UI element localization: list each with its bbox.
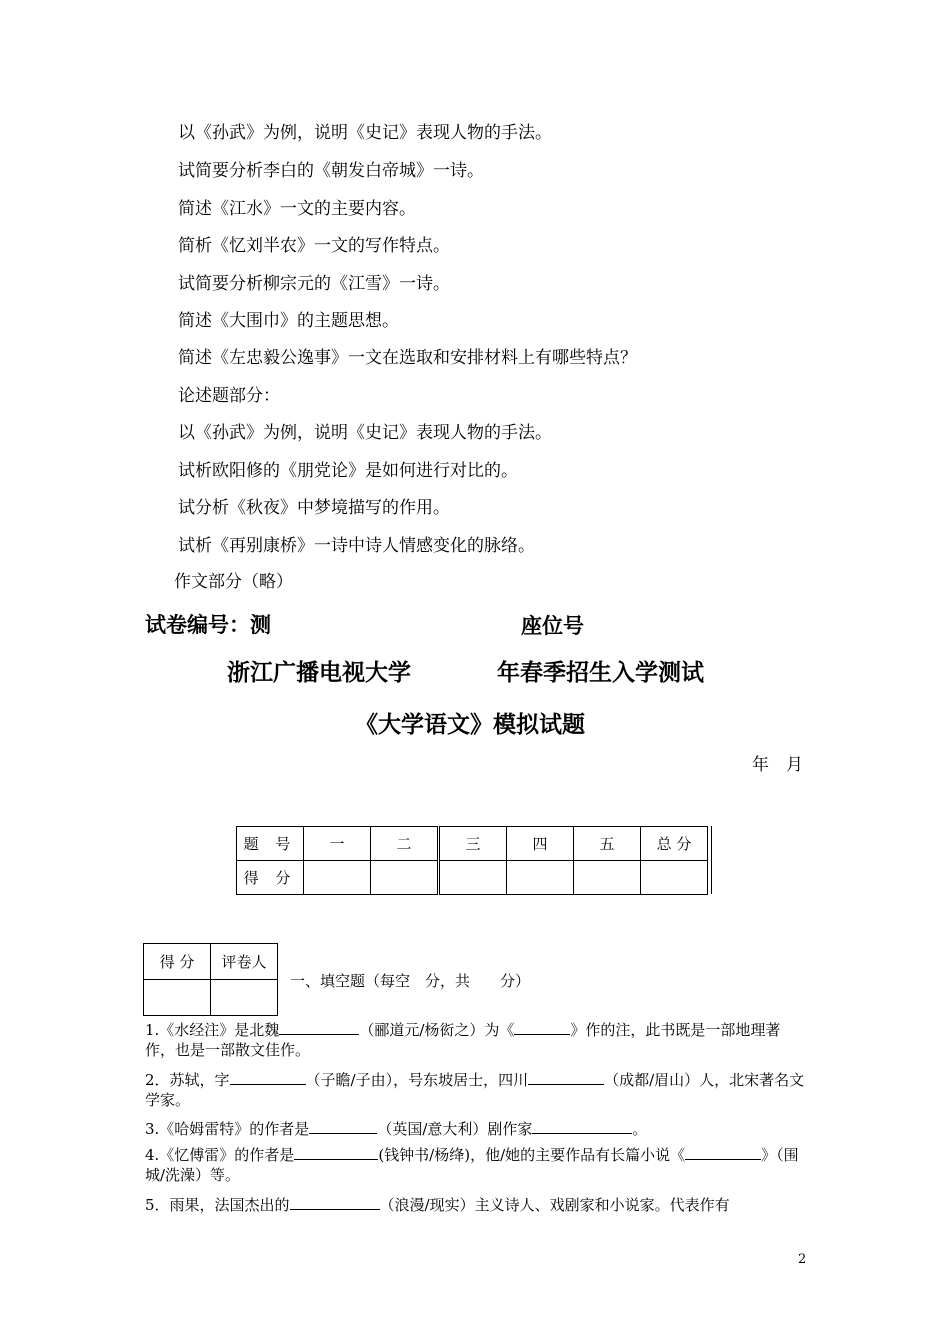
table-header-cell: 得 分	[144, 944, 211, 980]
score-table	[236, 826, 708, 895]
question-3: 3.《哈姆雷特》的作者是 （英国/意大利）剧作家 。	[145, 1120, 648, 1138]
table-row	[237, 861, 708, 895]
section-title: 一、填空题（每空 分，共 分）	[290, 972, 531, 990]
table-header-cell: 一	[304, 827, 371, 861]
list-item: 试分析《秋夜》中梦境描写的作用。	[178, 498, 450, 518]
question-5: 5．雨果，法国杰出的 （浪漫/现实）主义诗人、戏剧家和小说家。代表作有	[145, 1196, 730, 1214]
table-border	[711, 826, 714, 894]
exam-name: 年春季招生入学测试	[497, 660, 704, 686]
answer-blank[interactable]	[290, 1195, 380, 1210]
essay-line: 作文部分（略）	[174, 572, 293, 592]
table-row	[237, 827, 708, 861]
page-number: 2	[798, 1252, 807, 1267]
answer-blank[interactable]	[532, 1119, 632, 1134]
list-item: 以《孙武》为例，说明《史记》表现人物的手法。	[178, 123, 552, 143]
answer-blank[interactable]	[294, 1145, 378, 1160]
table-header-cell: 评卷人	[211, 944, 278, 980]
answer-blank[interactable]	[230, 1070, 306, 1085]
answer-blank[interactable]	[514, 1020, 570, 1035]
page-title: 《大学语文》模拟试题	[355, 712, 585, 738]
seat-number-label: 座位号	[521, 614, 584, 638]
section-label: 论述题部分：	[178, 386, 280, 406]
question-4: 4.《忆傅雷》的作者是 (钱钟书/杨绛)，他/她的主要作品有长篇小说《 》（围城/洗澡）等。	[145, 1146, 799, 1184]
score-cell[interactable]	[371, 861, 439, 895]
question-2: 2．苏轼，字 （子瞻/子由），号东坡居士，四川 （成都/眉山）人，北宋著名文学家。	[145, 1071, 805, 1109]
answer-blank[interactable]	[309, 1119, 377, 1134]
score-cell[interactable]	[641, 861, 708, 895]
list-item: 以《孙武》为例，说明《史记》表现人物的手法。	[178, 423, 552, 443]
school-name: 浙江广播电视大学	[227, 660, 411, 686]
score-cell[interactable]	[507, 861, 574, 895]
list-item: 简述《左忠毅公逸事》一文在选取和安排材料上有哪些特点？	[178, 348, 637, 368]
score-cell[interactable]	[144, 980, 211, 1016]
answer-blank[interactable]	[528, 1070, 604, 1085]
answer-blank[interactable]	[685, 1145, 761, 1160]
grader-cell[interactable]	[211, 980, 278, 1016]
table-header-cell: 三	[439, 827, 507, 861]
table-header-cell: 二	[371, 827, 439, 861]
table-row-label: 得 分	[237, 861, 304, 895]
question-1: 1.《水经注》是北魏 （郦道元/杨衒之）为《 》作的注，此书既是一部地理著作，也是一部散文佳作。	[145, 1021, 781, 1059]
exam-number-label: 试卷编号：测	[145, 613, 271, 637]
list-item: 简述《大围巾》的主题思想。	[178, 311, 399, 331]
score-cell[interactable]	[304, 861, 371, 895]
table-row	[144, 944, 278, 980]
grader-table	[143, 943, 278, 1016]
table-header-cell: 五	[574, 827, 641, 861]
list-item: 试简要分析李白的《朝发白帝城》一诗。	[178, 161, 484, 181]
list-item: 试析欧阳修的《朋党论》是如何进行对比的。	[178, 461, 518, 481]
answer-blank[interactable]	[279, 1020, 359, 1035]
date-label: 年 月	[752, 755, 803, 775]
score-cell[interactable]	[574, 861, 641, 895]
list-item: 简述《江水》一文的主要内容。	[178, 199, 416, 219]
list-item: 试简要分析柳宗元的《江雪》一诗。	[178, 274, 450, 294]
table-row	[144, 980, 278, 1016]
table-header-cell: 四	[507, 827, 574, 861]
table-header-cell: 总 分	[641, 827, 708, 861]
score-cell[interactable]	[439, 861, 507, 895]
table-header-cell: 题 号	[237, 827, 304, 861]
list-item: 试析《再别康桥》一诗中诗人情感变化的脉络。	[178, 536, 535, 556]
list-item: 简析《忆刘半农》一文的写作特点。	[178, 236, 450, 256]
